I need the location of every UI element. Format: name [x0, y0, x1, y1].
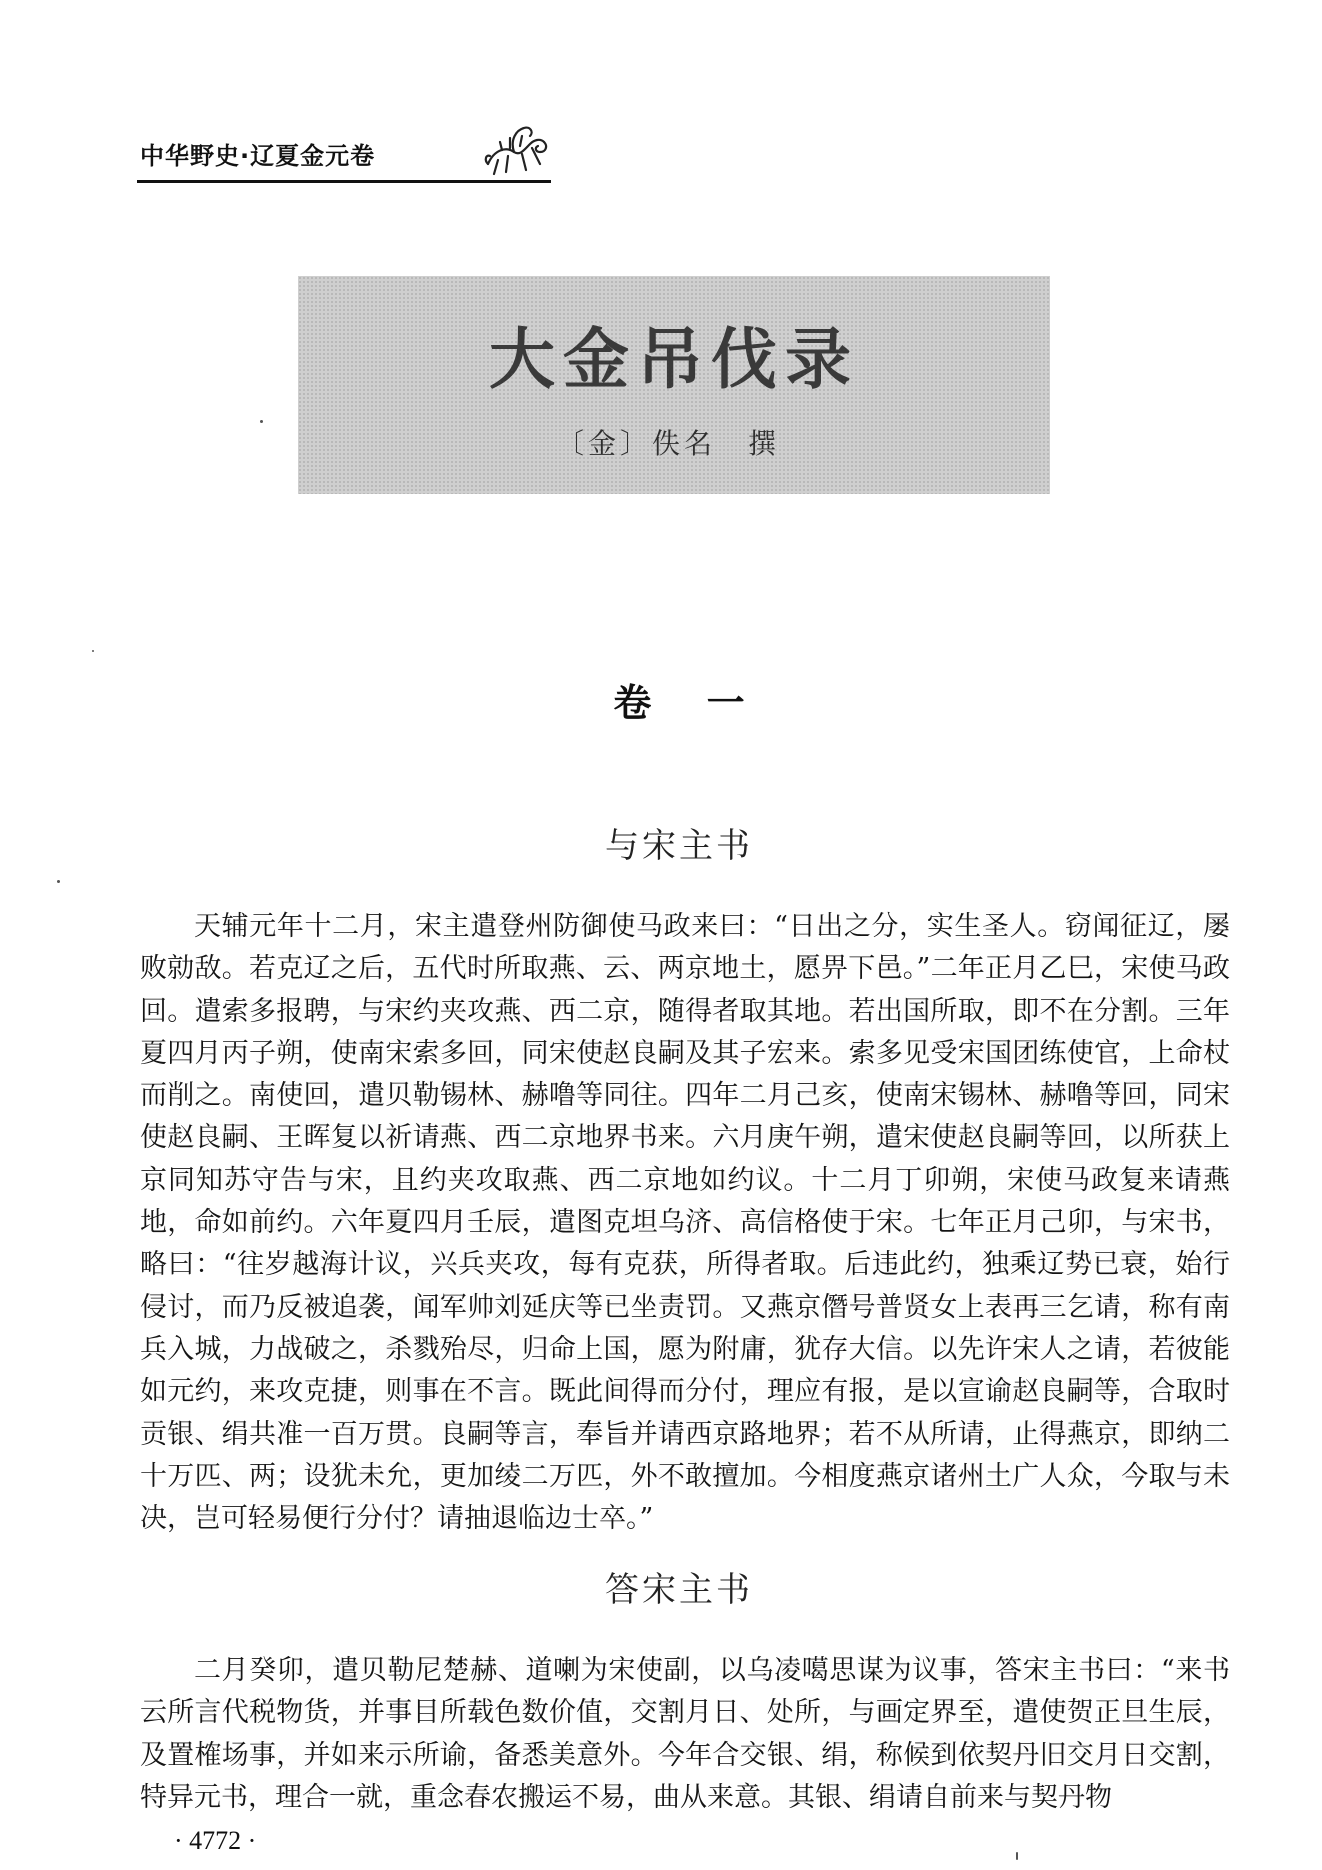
header-rule — [137, 180, 551, 183]
section-title: 与宋主书 — [605, 826, 753, 866]
title-banner — [298, 276, 1050, 494]
book-title: 大金吊伐录 — [489, 320, 859, 398]
scan-speck — [260, 420, 263, 423]
volume-title: 卷 一 — [613, 681, 745, 725]
scan-speck — [1016, 1852, 1018, 1860]
scan-speck — [57, 880, 60, 883]
section-paragraph: 天辅元年十二月，宋主遣登州防御使马政来曰：“日出之分，实生圣人。窃闻征辽，屡败勍敌。若克辽之后，五代时所取燕、云、两京地土，愿畀下邑。”二年正月乙巳，宋使马政回。遣索多报聘，与宋约夹攻燕、西二京，随得者取其地。若出国所取，即不在分割。三年夏四月丙子朔，使南宋索多回，同宋使赵良嗣及其子宏来。索多见受宋国团练使官，上命杖而削之。南使回，遣贝勒锡林、赫噜等同往。四年二月己亥，使南宋锡林、赫噜等回，同宋使赵良嗣、王晖复以祈请燕、西二京地界书来。六月庚午朔，遣宋使赵良嗣等回，以所获上京同知苏守告与宋，且约夹攻取燕、西二京地如约议。十二月丁卯朔，宋使马政复来请燕地，命如前约。六年夏四月壬辰，遣图克坦乌济、高信格使于宋。七年正月己卯，与宋书，略曰：“往岁越海计议，兴兵夹攻，每有克获，所得者取。后违此约，独乘辽势已衰，始行侵讨，而乃反被追袭，闻军帅刘延庆等已坐责罚。又燕京僭号普贤女上表再三乞请，称有南兵入城，力战破之，杀戮殆尽，归命上国，愿为附庸，犹存大信。以先许宋人之请，若彼能如元约，来攻克捷，则事在不言。既此间得而分付，理应有报，是以宣谕赵良嗣等，合取时贡银、绢共准一百万贯。良嗣等言，奉旨并请西京路地界；若不从所请，止得燕京，即纳二十万匹、两；设犹未允，更加绫二万匹，外不敢擅加。今相度燕京诸州土广人众，今取与未决，岂可轻易便行分付？请抽退临边士卒。” — [140, 911, 1230, 1535]
dragon-emblem-icon — [480, 120, 554, 182]
series-title: 中华野史·辽夏金元卷 — [140, 142, 376, 170]
section-paragraph: 二月癸卯，遣贝勒尼楚赫、道喇为宋使副，以乌凌噶思谋为议事，答宋主书曰：“来书云所言代税物货，并事目所载色数价值，交割月日、处所，与画定界至，遣使贺正旦生辰，及置榷场事，并如来示所谕，备悉美意外。今年合交银、绢，称候到依契丹旧交月日交割，特异元书，理合一就，重念春农搬运不易，曲从来意。其银、绢请自前来与契丹物 — [140, 1655, 1230, 1813]
book-author: 〔金〕佚名 撰 — [556, 427, 781, 460]
section-title: 答宋主书 — [605, 1570, 753, 1610]
page-number: · 4772 · — [174, 1826, 257, 1855]
scan-speck — [92, 650, 94, 652]
